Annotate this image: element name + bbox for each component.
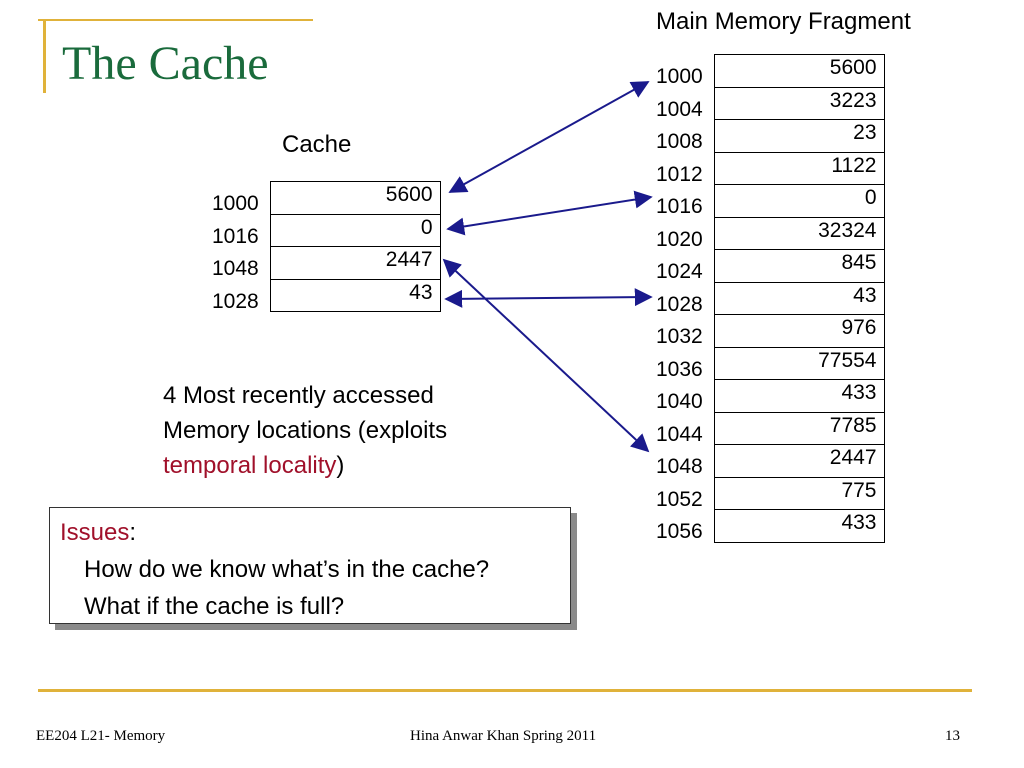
issues-colon: : bbox=[129, 519, 137, 546]
memory-address: 1024 bbox=[656, 260, 703, 283]
memory-value: 845 bbox=[714, 250, 884, 283]
cache-value: 2447 bbox=[270, 247, 440, 280]
description-line-1: 4 Most recently accessed bbox=[163, 382, 434, 409]
memory-address: 1012 bbox=[656, 162, 703, 186]
bottom-accent-line bbox=[38, 689, 972, 692]
footer-page-number: 13 bbox=[945, 728, 960, 744]
issue-question-1: How do we know what’s in the cache? bbox=[84, 556, 490, 583]
memory-value: 43 bbox=[714, 282, 884, 315]
memory-value: 433 bbox=[714, 380, 884, 413]
footer-course: EE204 L21- Memory bbox=[36, 728, 166, 744]
cache-label: Cache bbox=[282, 131, 352, 158]
arrow-1016 bbox=[448, 197, 651, 229]
arrow-1048 bbox=[444, 260, 648, 451]
cache-value: 0 bbox=[270, 214, 440, 247]
memory-address: 1052 bbox=[656, 487, 703, 511]
memory-address: 1044 bbox=[656, 422, 703, 446]
memory-address: 1020 bbox=[656, 227, 703, 251]
memory-value: 0 bbox=[714, 185, 884, 218]
cache-address: 1028 bbox=[212, 289, 259, 313]
memory-address: 1016 bbox=[656, 195, 703, 218]
memory-address: 1048 bbox=[656, 455, 703, 478]
memory-address: 1056 bbox=[656, 520, 703, 543]
slide-title: The Cache bbox=[62, 37, 269, 90]
cache-value: 43 bbox=[270, 279, 440, 312]
temporal-locality-highlight: temporal locality bbox=[163, 452, 337, 479]
memory-address: 1036 bbox=[656, 357, 703, 381]
memory-value: 1122 bbox=[714, 152, 884, 185]
memory-address: 1000 bbox=[656, 65, 703, 88]
memory-address: 1028 bbox=[656, 292, 703, 316]
issues-heading: Issues bbox=[60, 519, 130, 546]
memory-address: 1032 bbox=[656, 325, 703, 348]
cache-value: 5600 bbox=[270, 182, 440, 215]
memory-value: 775 bbox=[714, 477, 884, 510]
issue-question-2: What if the cache is full? bbox=[84, 593, 345, 620]
cache-address: 1048 bbox=[212, 257, 259, 280]
memory-value: 5600 bbox=[714, 55, 884, 88]
arrow-1028 bbox=[446, 297, 651, 299]
memory-address: 1040 bbox=[656, 390, 703, 413]
memory-value: 32324 bbox=[714, 217, 884, 250]
footer-author: Hina Anwar Khan Spring 2011 bbox=[410, 728, 597, 744]
memory-value: 2447 bbox=[714, 445, 884, 478]
memory-address: 1004 bbox=[656, 97, 703, 121]
memory-value: 23 bbox=[714, 120, 884, 153]
memory-value: 3223 bbox=[714, 87, 884, 120]
description-close: ) bbox=[336, 452, 345, 479]
cache-address: 1016 bbox=[212, 224, 259, 248]
memory-address: 1008 bbox=[656, 130, 703, 153]
memory-value: 976 bbox=[714, 315, 884, 348]
memory-value: 433 bbox=[714, 510, 884, 543]
arrow-1000 bbox=[450, 82, 648, 192]
memory-label: Main Memory Fragment bbox=[656, 8, 911, 35]
memory-value: 7785 bbox=[714, 412, 884, 445]
cache-address: 1000 bbox=[212, 192, 259, 215]
description-line-2: Memory locations (exploits bbox=[163, 417, 448, 444]
memory-value: 77554 bbox=[714, 347, 884, 380]
